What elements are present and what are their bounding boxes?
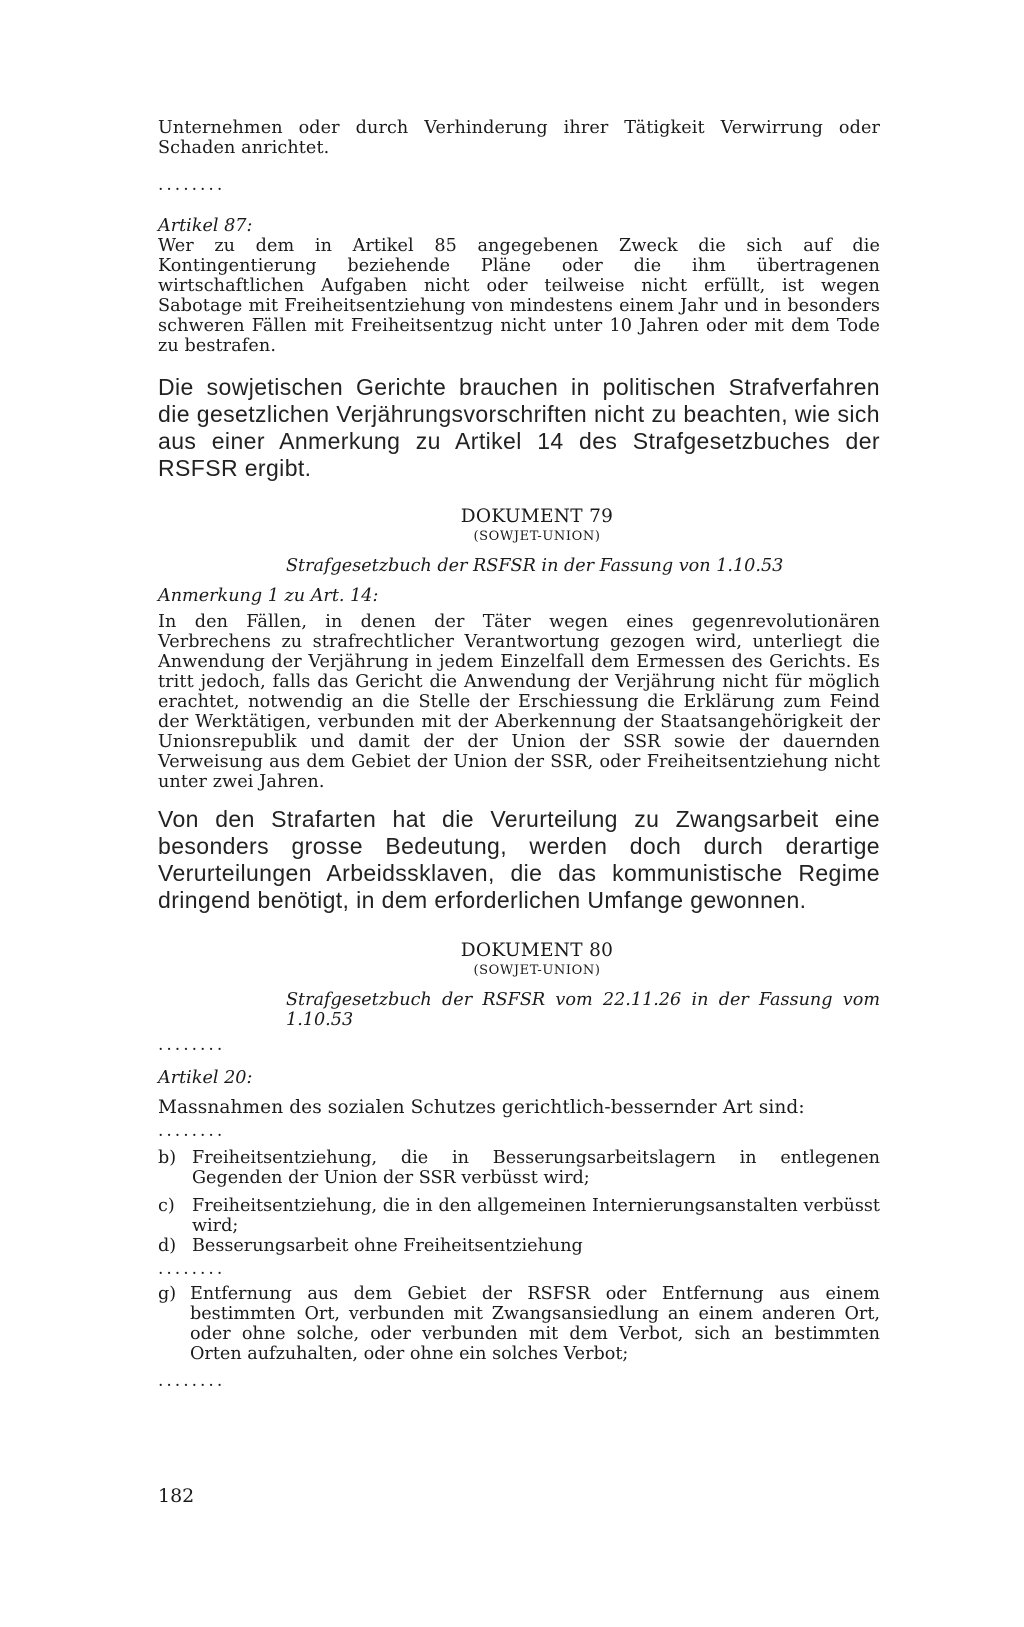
article-87-text: Wer zu dem in Artikel 85 angegebenen Zweck die sich auf die Kontingentierung beziehende Pläne oder die ihm übertragenen wirtschaftlichen Aufgaben nicht oder teilweise nicht erfüllt, ist wegen Sabotage mit Freiheitsentziehung von mindestens einem Jahr und in besonders schweren Fällen mit Freiheitsentzug nicht unter 10 Jahren oder mit dem Tode zu bestrafen.: [158, 236, 880, 356]
document-79-text: In den Fällen, in denen der Täter wegen eines gegenrevolutionären Verbrechens zu strafrechtlicher Verantwortung gezogen wird, unterliegt die Anwendung der Verjährung in jedem Einzelfall dem Ermessen des Gerichts. Es tritt jedoch, falls das Gericht die Anwendung der Verjährung nicht für möglich erachtet, notwendig an die Stelle der Erschiessung die Erklärung zum Feind der Werktätigen, verbunden mit der Aberkennung der Staatsangehörigkeit der Unionsrepublik und damit der der Union der SSR sowie der dauernden Verweisung aus dem Gebiet der Union der SSR, oder Freiheitsentziehung nicht unter zwei Jahren.: [158, 612, 880, 792]
document-79-title: DOKUMENT 79: [460, 506, 614, 527]
document-79-source: Strafgesetzbuch der RSFSR in der Fassung von 1.10.53: [286, 556, 784, 576]
commentary-paragraph-2: Von den Strafarten hat die Verurteilung zu Zwangsarbeit eine besonders grosse Bedeutung, werden doch durch derartige Verurteilungen Arbeidssklaven, die das kommunistische Regime dringend benötigt, in dem erforderlichen Umfange gewonnen.: [158, 806, 880, 913]
page-content: [158, 118, 880, 1390]
ellipsis-dots: ........: [158, 1259, 226, 1279]
list-text: Besserungsarbeit ohne Freiheitsentziehung: [192, 1236, 583, 1256]
list-text: Entfernung aus dem Gebiet der RSFSR oder Entfernung aus einem bestimmten Ort, verbunden mit Zwangsansiedlung an einem anderen Ort, oder ohne solche, oder verbunden mit dem Verbot, sich an bestimmten Orten aufzuhalten, oder ohne ein solches Verbot;: [190, 1284, 880, 1364]
document-80-subtitle: (SOWJET-UNION): [473, 963, 601, 978]
document-80-title: DOKUMENT 80: [460, 940, 614, 961]
list-text: Freiheitsentziehung, die in den allgemeinen Internierungsanstalten verbüsst wird;: [192, 1196, 880, 1236]
list-item: [158, 1284, 880, 1364]
document-80-intro: Massnahmen des sozialen Schutzes gerichtlich-bessernder Art sind:: [158, 1097, 805, 1118]
commentary-paragraph-1: Die sowjetischen Gerichte brauchen in politischen Strafverfahren die gesetzlichen Verjährungsvorschriften nicht zu beachten, wie sich aus einer Anmerkung zu Artikel 14 des Strafgesetzbuches der RSFSR ergibt.: [158, 374, 880, 481]
document-80-label: Artikel 20:: [158, 1068, 253, 1088]
ellipsis-dots: ........: [158, 1121, 226, 1141]
document-79-label: Anmerkung 1 zu Art. 14:: [158, 586, 379, 606]
ellipsis-dots: ........: [158, 1371, 226, 1391]
article-87-label: Artikel 87:: [158, 216, 253, 236]
list-item: [158, 1236, 880, 1256]
opening-text: Unternehmen oder durch Verhinderung ihrer Tätigkeit Verwirrung oder Schaden anrichtet.: [158, 118, 880, 158]
list-text: Freiheitsentziehung, die in Besserungsarbeitslagern in entlegenen Gegenden der Union der SSR verbüsst wird;: [192, 1148, 880, 1188]
list-marker: c): [158, 1196, 175, 1216]
list-marker: g): [158, 1284, 177, 1304]
ellipsis-dots: ........: [158, 175, 226, 195]
document-79-subtitle: (SOWJET-UNION): [473, 529, 601, 544]
document-80-source: Strafgesetzbuch der RSFSR vom 22.11.26 in der Fassung vom 1.10.53: [286, 990, 880, 1030]
list-item: [158, 1196, 880, 1236]
ellipsis-dots: ........: [158, 1035, 226, 1055]
page-number: 182: [158, 1485, 195, 1507]
list-marker: d): [158, 1236, 177, 1256]
list-item: [158, 1148, 880, 1188]
list-marker: b): [158, 1148, 177, 1168]
